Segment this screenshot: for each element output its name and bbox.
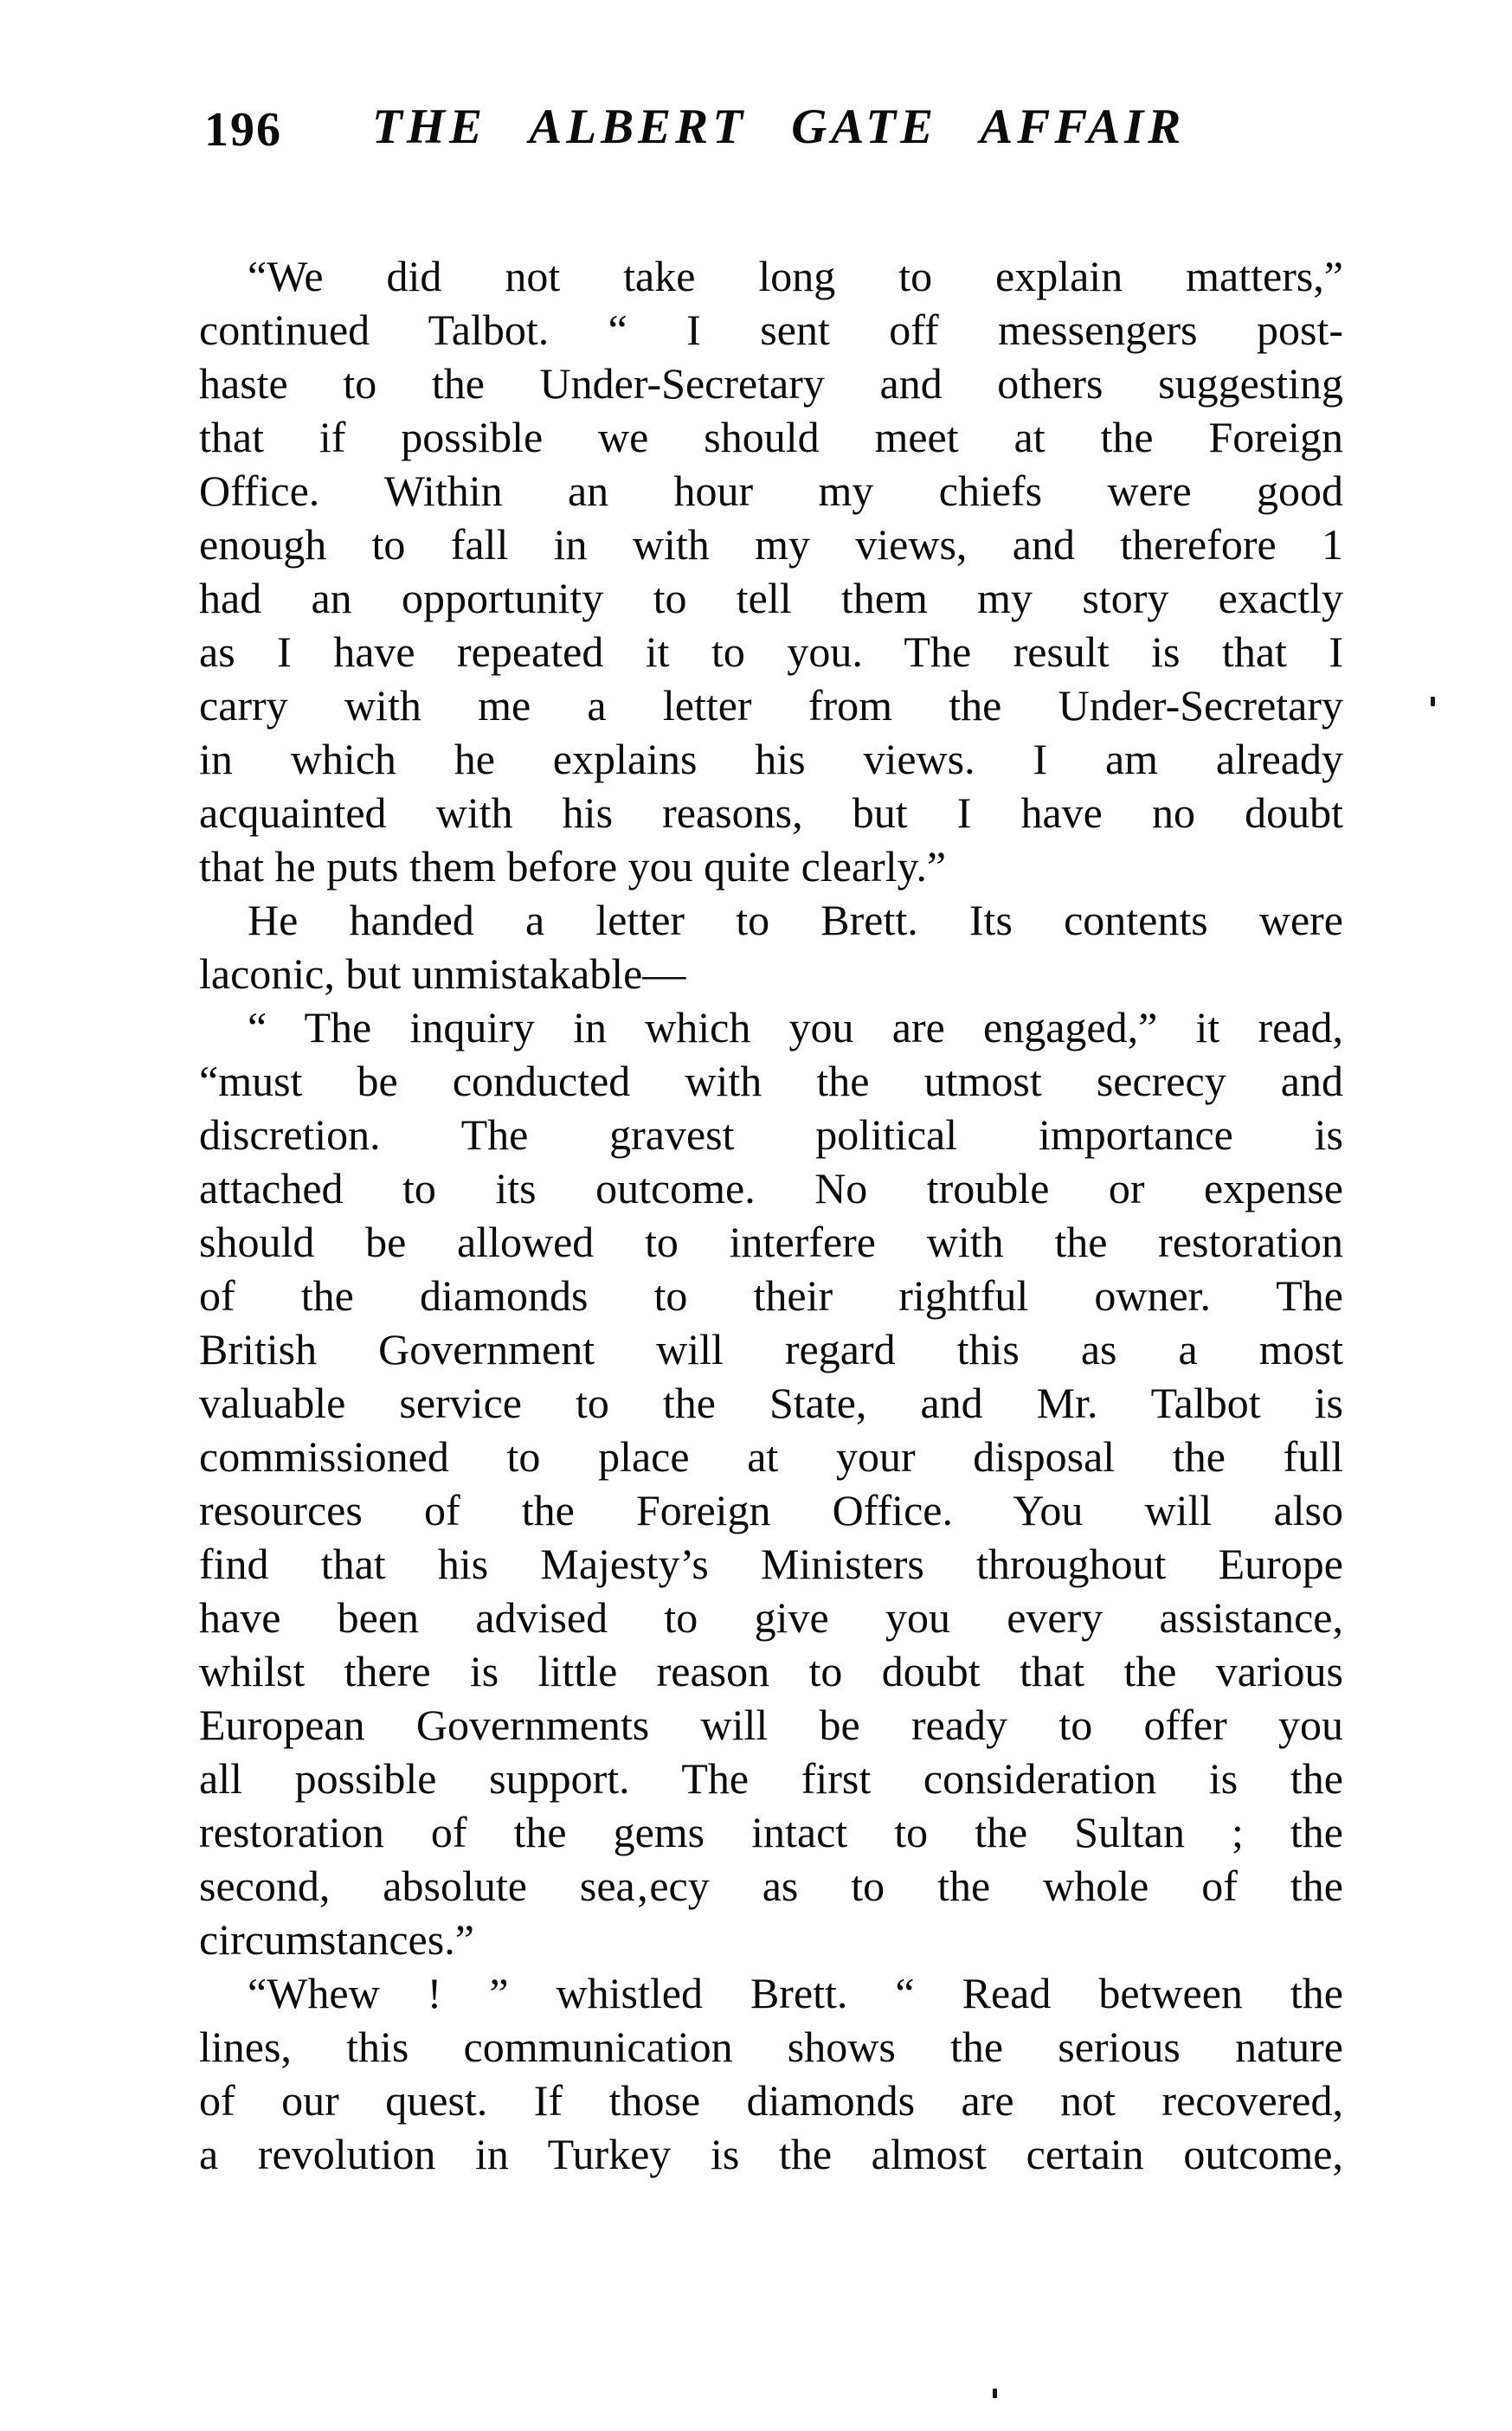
text-line: valuable service to the State, and Mr. Talbot is <box>199 1379 1343 1427</box>
paragraph <box>199 893 1343 1000</box>
page-header <box>0 97 1512 159</box>
text-line: discretion. The gravest political importance is <box>199 1110 1343 1159</box>
text-line: enough to fall in with my views, and therefore 1 <box>199 520 1343 569</box>
text-line: second, absolute sea‚ecy as to the whole of the <box>199 1862 1343 1910</box>
text-line: “Whew ! ” whistled Brett. “ Read between the <box>248 1969 1343 2017</box>
text-line: laconic, but unmistakable— <box>199 949 686 998</box>
paragraph <box>199 1966 1343 2181</box>
text-line: European Governments will be ready to offer you <box>199 1701 1343 1749</box>
paragraph <box>199 1000 1343 1966</box>
text-line: acquainted with his reasons, but I have no doubt <box>199 788 1343 837</box>
text-line: find that his Majesty’s Ministers throughout Europe <box>199 1540 1343 1588</box>
text-line: had an opportunity to tell them my story exactly <box>199 574 1343 622</box>
text-line: restoration of the gems intact to the Sultan ; the <box>199 1808 1343 1856</box>
text-line: have been advised to give you every assistance, <box>199 1593 1343 1642</box>
text-line: whilst there is little reason to doubt that the various <box>199 1647 1343 1695</box>
text-line: of our quest. If those diamonds are not recovered, <box>199 2076 1343 2125</box>
running-title: THE ALBERT GATE AFFAIR <box>372 100 1186 154</box>
text-line: Office. Within an hour my chiefs were good <box>199 466 1343 515</box>
text-line: “ The inquiry in which you are engaged,” it read, <box>248 1003 1343 1052</box>
text-line: that he puts them before you quite clearly.” <box>199 842 947 891</box>
ink-speck <box>993 2389 997 2398</box>
text-line: British Government will regard this as a most <box>199 1325 1343 1373</box>
text-line: circumstances.” <box>199 1915 474 1964</box>
text-line: continued Talbot. “ I sent off messengers post- <box>199 305 1343 354</box>
text-line: He handed a letter to Brett. Its contents were <box>248 896 1343 944</box>
text-line: “We did not take long to explain matters,” <box>248 252 1343 300</box>
text-line: haste to the Under-Secretary and others suggesting <box>199 359 1343 408</box>
page-number: 196 <box>204 103 282 157</box>
ink-speck <box>1431 697 1435 706</box>
text-line: should be allowed to interfere with the restoration <box>199 1218 1343 1266</box>
text-line: a revolution in Turkey is the almost certain outcome, <box>199 2130 1343 2178</box>
text-line: of the diamonds to their rightful owner. The <box>199 1271 1343 1320</box>
text-line: commissioned to place at your disposal the full <box>199 1432 1343 1481</box>
text-line: attached to its outcome. No trouble or expense <box>199 1164 1343 1212</box>
text-line: lines, this communication shows the serious nature <box>199 2023 1343 2071</box>
text-line: that if possible we should meet at the Foreign <box>199 413 1343 461</box>
text-line: carry with me a letter from the Under-Secretary <box>199 681 1343 730</box>
text-line: in which he explains his views. I am already <box>199 735 1343 783</box>
text-line: “must be conducted with the utmost secrecy and <box>199 1057 1343 1105</box>
paragraph <box>199 249 1343 893</box>
page-body <box>199 249 1343 2181</box>
text-line: resources of the Foreign Office. You will also <box>199 1486 1343 1534</box>
text-line: as I have repeated it to you. The result is that I <box>199 627 1343 676</box>
text-line: all possible support. The first consideration is the <box>199 1754 1343 1803</box>
